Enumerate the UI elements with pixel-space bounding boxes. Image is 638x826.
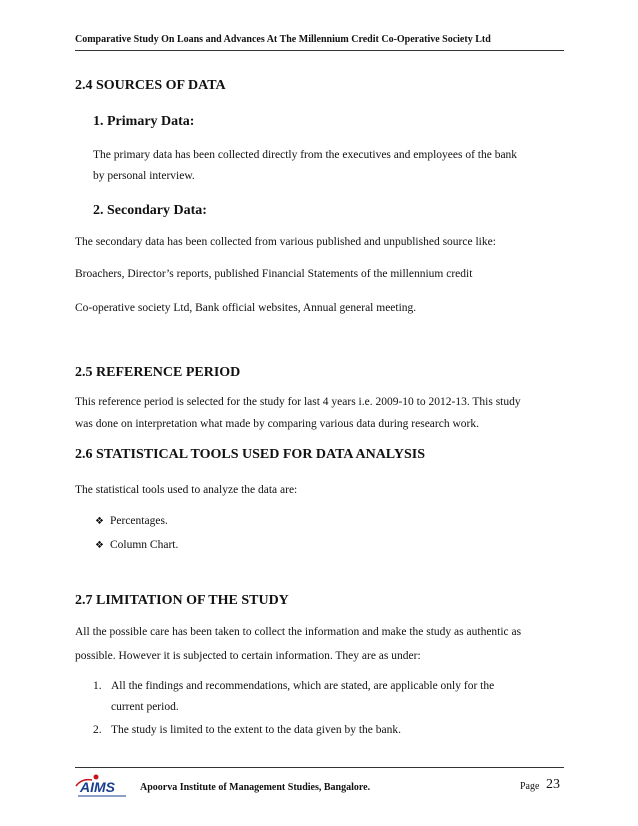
limitation-item-1-line1: All the findings and recommendations, which are stated, are applicable only for the — [111, 680, 495, 692]
diamond-bullet-icon: ❖ — [95, 516, 104, 527]
footer-institute-name: Apoorva Institute of Management Studies, Bangalore. — [140, 782, 371, 793]
subheading-primary-data: 1. Primary Data: — [93, 114, 195, 129]
logo-wordmark: AIMS — [80, 779, 115, 795]
reference-period-text-line2: was done on interpretation what made by comparing various data during research work. — [75, 418, 479, 430]
limitation-text-line1: All the possible care has been taken to collect the information and make the study as authentic as — [75, 626, 522, 638]
section-heading-limitation: 2.7 LIMITATION OF THE STUDY — [75, 593, 289, 608]
diamond-bullet-icon: ❖ — [95, 540, 104, 551]
tool-item-column-chart: Column Chart. — [110, 539, 179, 551]
page-number: 23 — [546, 777, 560, 792]
secondary-data-text-line3: Co-operative society Ltd, Bank official websites, Annual general meeting. — [75, 302, 417, 314]
limitation-item-2-line1: The study is limited to the extent to the data given by the bank. — [111, 724, 401, 736]
footer-divider — [75, 767, 564, 768]
limitation-item-number: 2. — [93, 724, 102, 736]
primary-data-text-line2: by personal interview. — [93, 170, 195, 182]
header-divider — [75, 50, 564, 51]
aims-logo — [72, 772, 134, 800]
limitation-item-1-line2: current period. — [111, 701, 179, 713]
subheading-secondary-data: 2. Secondary Data: — [93, 203, 207, 218]
section-heading-sources-of-data: 2.4 SOURCES OF DATA — [75, 78, 226, 93]
statistical-tools-intro: The statistical tools used to analyze the data are: — [75, 484, 298, 496]
running-header: Comparative Study On Loans and Advances At The Millennium Credit Co-Operative Society Ltd — [75, 34, 491, 45]
tool-item-percentages: Percentages. — [110, 515, 168, 527]
page-label: Page — [520, 781, 540, 792]
section-heading-reference-period: 2.5 REFERENCE PERIOD — [75, 365, 241, 380]
primary-data-text-line1: The primary data has been collected directly from the executives and employees of the bank — [93, 149, 518, 161]
limitation-item-number: 1. — [93, 680, 102, 692]
limitation-text-line2: possible. However it is subjected to certain information. They are as under: — [75, 650, 421, 662]
section-heading-statistical-tools: 2.6 STATISTICAL TOOLS USED FOR DATA ANALYSIS — [75, 447, 425, 462]
reference-period-text-line1: This reference period is selected for the study for last 4 years i.e. 2009-10 to 2012-13. This study — [75, 396, 521, 408]
secondary-data-text-line2: Broachers, Director’s reports, published Financial Statements of the millennium credit — [75, 268, 473, 280]
secondary-data-text-line1: The secondary data has been collected from various published and unpublished source like: — [75, 236, 496, 248]
